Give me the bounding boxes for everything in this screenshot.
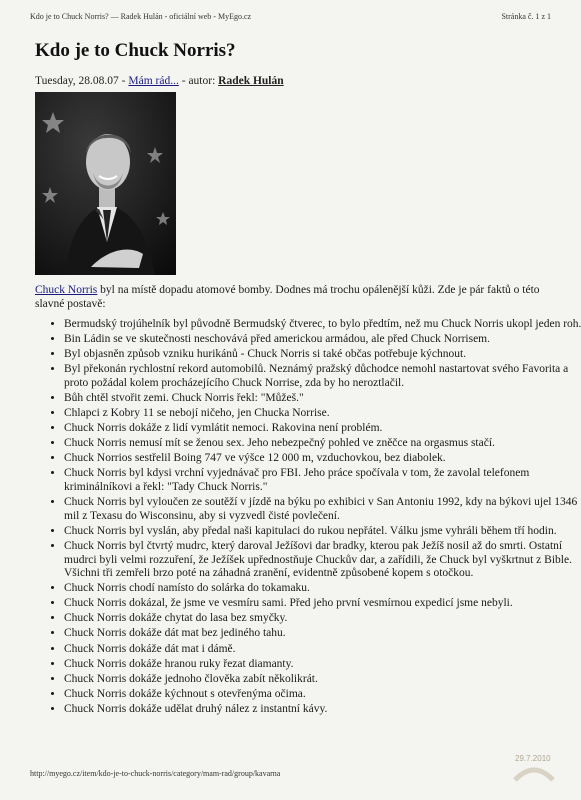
list-item: • Chuck Norris dokáže dát mat bez jediného tahu. (64, 627, 581, 641)
list-item: • Chuck Norris dokáže chytat do lasa bez smyčky. (64, 612, 581, 626)
author-link[interactable]: Radek Hulán (218, 75, 284, 87)
print-header-title: Kdo je to Chuck Norris? — Radek Hulán - oficiální web - MyEgo.cz (30, 12, 252, 21)
list-item: • Chuck Norris byl kdysi vrchní vyjednávač pro FBI. Jeho práce spočívala v tom, že zavolal telefonem kriminálníkovi a řekl: "Tady Chuck Norris." (64, 467, 581, 494)
list-item: • Bermudský trojúhelník byl původně Bermudský čtverec, to bylo předtím, než mu Chuck Norris ukopl jeden roh. (64, 318, 581, 332)
list-item: • Chuck Norris chodí namísto do solárka do tokamaku. (64, 582, 581, 596)
list-item: • Byl překonán rychlostní rekord automobilů. Neznámý pražský důchodce nemohl nastartovat svého Favorita a proto požádal kolem procházejícího Chuck Norrise, zda by ho neroztlačil. (64, 363, 581, 390)
print-header-page: Stránka č. 1 z 1 (501, 12, 551, 21)
list-item: • Bin Ládin se ve skutečnosti neschovává před americkou armádou, ale před Chuck Norrisem. (64, 333, 581, 347)
list-item: • Chuck Norris byl vyloučen ze soutěží v jízdě na býku po exhibici v San Antoniu 1992, kdy na býkovi ujel 1346 mil z Texasu do Wisconsinu, aby si vyzvedl čisté povlečení. (64, 496, 581, 523)
list-item: • Chlapci z Kobry 11 se nebojí ničeho, jen Chucka Norrise. (64, 407, 581, 421)
list-item: • Bůh chtěl stvořit zemi. Chuck Norris řekl: "Můžeš." (64, 392, 581, 406)
article-meta (35, 75, 284, 87)
intro-text: byl na místě dopadu atomové bomby. Dodnes má trochu opálenější kůži. Zde je pár faktů o této slavné postavě: (35, 284, 540, 310)
list-item: • Chuck Norris dokáže udělat druhý nález z instantní kávy. (64, 703, 581, 717)
list-item: • Chuck Norris dokáže hranou ruky řezat diamanty. (64, 658, 581, 672)
facts-list (35, 318, 581, 718)
stamp-date: 29.7.2010 (515, 754, 551, 763)
list-item: • Byl objasněn způsob vzniku hurikánů - Chuck Norris si také občas potřebuje kýchnout. (64, 348, 581, 362)
category-link[interactable]: Mám rád... (128, 75, 179, 87)
list-item: • Chuck Norris byl čtvrtý mudrc, který daroval Ježíšovi dar bradky, kterou pak Ježíš nosil až do smrti. Ostatní mudrci byli velmi rozzuření, že Ježíšek upřednostňuje Chuckův dar, a zařídili, že Chuck byl vyškrtnut z Bible. Všichni tři zemřeli brzo poté na záhadná zranění, evidentně způsobené kopem s otočkou. (64, 540, 581, 581)
list-item: • Chuck Norrios sestřelil Boing 747 ve výšce 12 000 m, vzduchovkou, bez diabolek. (64, 452, 581, 466)
list-item: • Chuck Norris dokáže dát mat i dámě. (64, 643, 581, 657)
intro-paragraph (35, 283, 555, 311)
list-item: • Chuck Norris dokáže z lidí vymlátit nemoci. Rakovina není problém. (64, 422, 581, 436)
article-title: Kdo je to Chuck Norris? (35, 40, 236, 61)
list-item: • Chuck Norris dokáže kýchnout s otevřenýma očima. (64, 688, 581, 702)
article-date: Tuesday, 28.08.07 - (35, 75, 129, 87)
list-item: • Chuck Norris byl vyslán, aby předal naši kapitulaci do rukou nepřátel. Válku jsme vyhráli během tří hodin. (64, 525, 581, 539)
list-item: • Chuck Norris dokáže jednoho člověka zabít několikrát. (64, 673, 581, 687)
portrait-photo (35, 92, 176, 275)
author-prefix: - autor: (178, 75, 219, 87)
list-item: • Chuck Norris dokázal, že jsme ve vesmíru sami. Před jeho první vesmírnou expedicí jsme nebyli. (64, 597, 581, 611)
chuck-norris-link[interactable]: Chuck Norris (35, 284, 98, 296)
print-footer-url: http://myego.cz/item/kdo-je-to-chuck-norris/category/mam-rad/group/kavarna (30, 769, 281, 778)
list-item: • Chuck Norris nemusí mít se ženou sex. Jeho nebezpečný pohled ve zněčce na orgasmus stačí. (64, 437, 581, 451)
scanner-stamp-icon (509, 754, 559, 782)
